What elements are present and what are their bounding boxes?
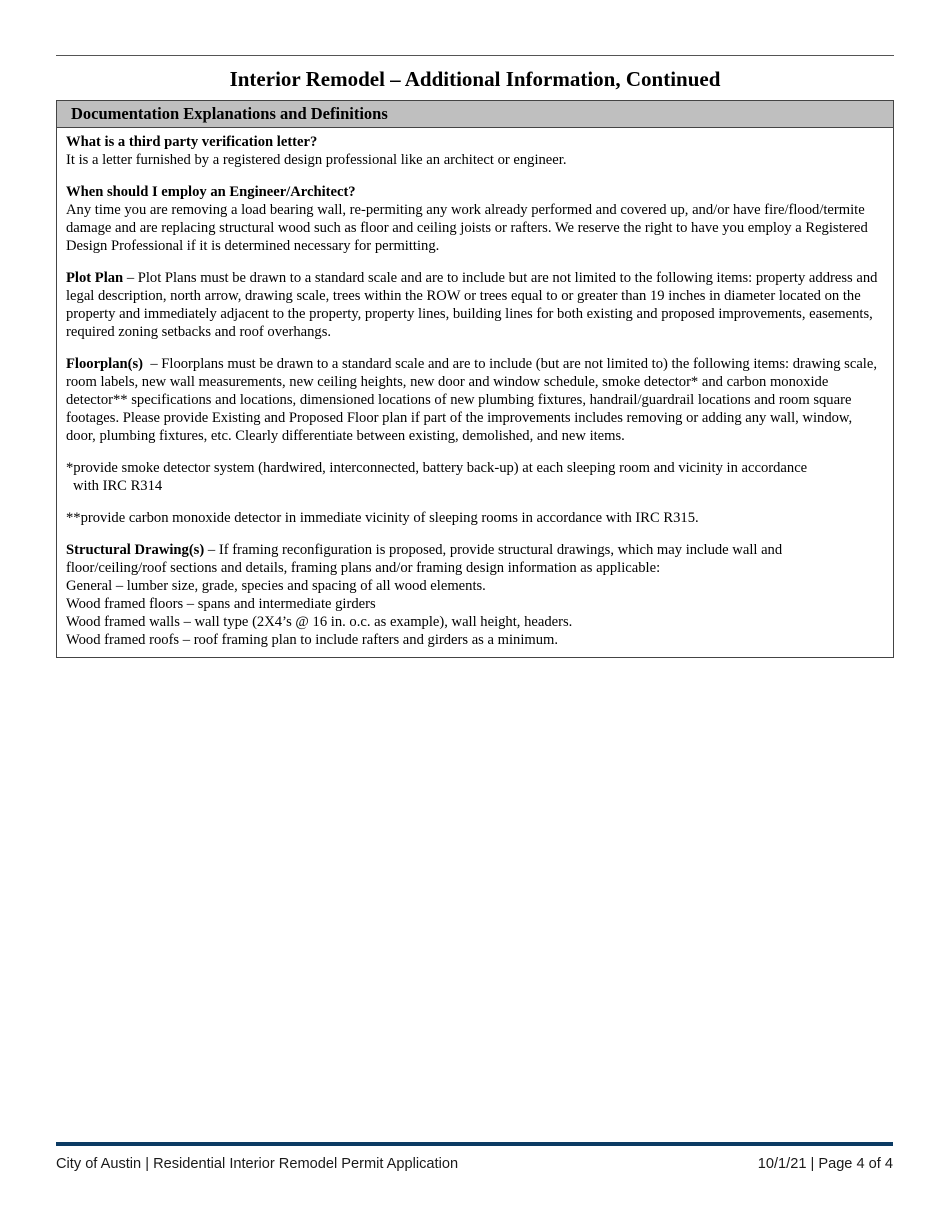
engineer-question: When should I employ an Engineer/Architect? — [66, 184, 356, 200]
plot-plan-definition: – Plot Plans must be drawn to a standard scale and are to include but are not limited to the following items: property address and legal description, north arrow, drawing scale, trees within the ROW or trees equal to or greater than 19 inches in diameter located on the property and immediately adjacent to the property, property lines, building lines for both existing and proposed improvements, easements, required zoning setbacks and roof overhangs. — [66, 270, 878, 340]
footer-document-name: City of Austin | Residential Interior Remodel Permit Application — [56, 1156, 459, 1172]
structural-paragraph — [66, 541, 884, 649]
structural-line-roofs: Wood framed roofs – roof framing plan to include rafters and girders as a minimum. — [66, 632, 559, 648]
engineer-answer: Any time you are removing a load bearing wall, re-permiting any work already performed and covered up, and/or have fire/flood/termite damage and are replacing structural wood such as floor and ceiling joists or rafters. We reserve the right to have you employ a Registered Design Professional if it is determined necessary for permitting. — [66, 202, 868, 254]
smoke-note-line1: *provide smoke detector system (hardwired, interconnected, battery back-up) at each sleeping room and vicinity in accordance — [66, 460, 808, 476]
third-party-paragraph — [66, 133, 884, 169]
co-detector-note: **provide carbon monoxide detector in immediate vicinity of sleeping rooms in accordance with IRC R315. — [66, 510, 699, 526]
structural-term: Structural Drawing(s) — [66, 542, 205, 558]
structural-definition: – If framing reconfiguration is proposed, provide structural drawings, which may include wall and floor/ceiling/roof sections and details, framing plans and/or framing design information as applicable: — [66, 542, 783, 576]
plot-plan-paragraph — [66, 269, 884, 341]
third-party-question: What is a third party verification letter? — [66, 134, 318, 150]
structural-line-floors: Wood framed floors – spans and intermediate girders — [66, 596, 376, 612]
floorplans-term: Floorplan(s) — [66, 356, 144, 372]
footer-divider — [56, 1142, 893, 1146]
page-title: Interior Remodel – Additional Information, Continued — [229, 67, 721, 91]
smoke-note-line2: with IRC R314 — [73, 478, 163, 494]
footer-date-page: 10/1/21 | Page 4 of 4 — [757, 1156, 893, 1172]
floorplans-paragraph — [66, 355, 884, 445]
section-body — [57, 128, 893, 657]
third-party-answer: It is a letter furnished by a registered design professional like an architect or engineer. — [66, 152, 567, 168]
floorplans-definition: – Floorplans must be drawn to a standard scale and are to include (but are not limited to) the following items: drawing scale, room labels, new wall measurements, new ceiling heights, new door and window schedule, smoke detector* and carbon monoxide detector** specifications and locations, dimensioned locations of new plumbing fixtures, handrail/guardrail locations and room square footages. Please provide Existing and Proposed Floor plan if part of the improvements includes removing or adding any wall, window, door, plumbing fixtures, etc. Clearly differentiate between existing, demolished, and new items. — [66, 356, 881, 444]
section-header: Documentation Explanations and Definitions — [57, 101, 893, 128]
smoke-detector-note — [66, 459, 884, 495]
structural-line-walls: Wood framed walls – wall type (2X4’s @ 16 in. o.c. as example), wall height, headers. — [66, 614, 573, 630]
plot-plan-term: Plot Plan — [66, 270, 124, 286]
engineer-paragraph — [66, 183, 884, 255]
top-divider — [56, 55, 894, 56]
definitions-section — [56, 100, 894, 658]
structural-line-general: General – lumber size, grade, species and spacing of all wood elements. — [66, 578, 486, 594]
